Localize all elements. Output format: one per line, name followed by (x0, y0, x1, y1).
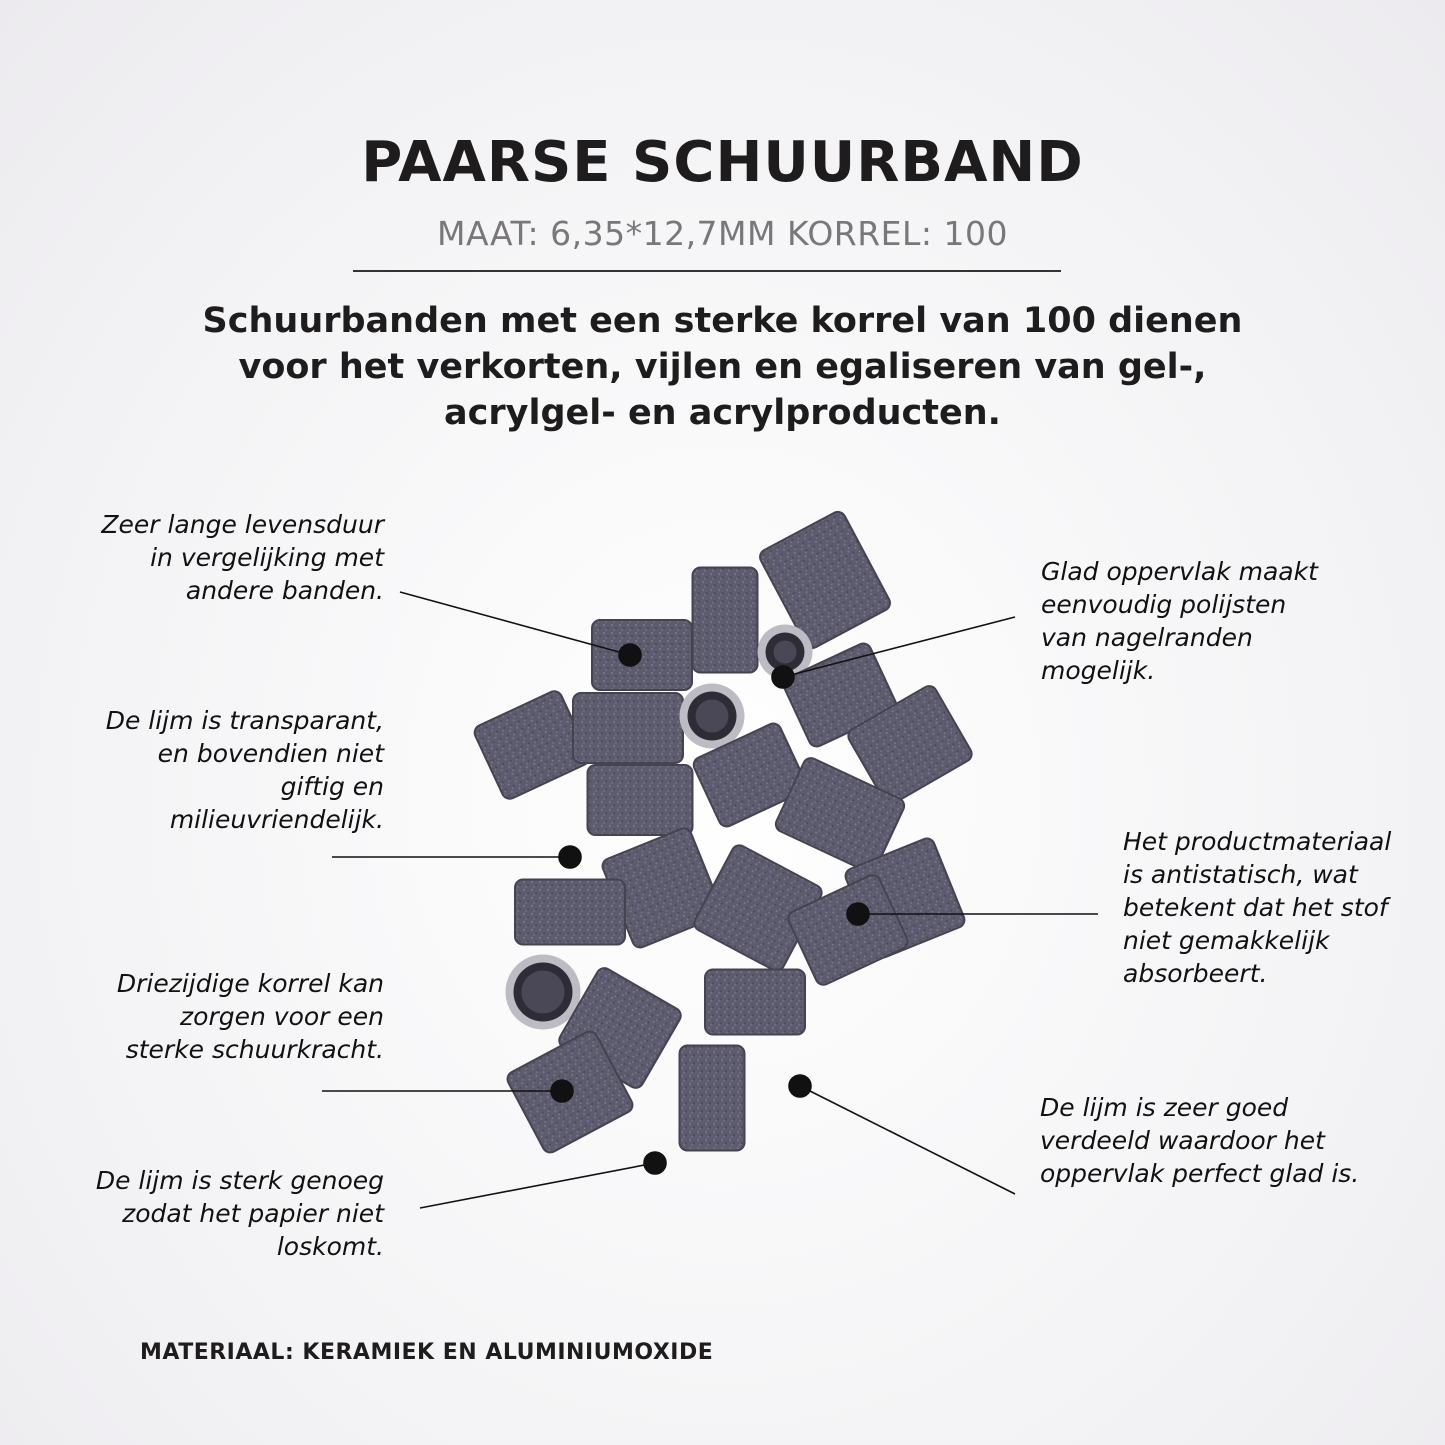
annotation-antistatic: Het productmateriaal is antistatisch, wat betekent dat het stof niet gemakkelijk absorbeert. (1123, 827, 1392, 988)
annotation-smooth-surface: Glad oppervlak maakt eenvoudig polijsten van nagelranden mogelijk. (1041, 557, 1318, 685)
leader-dot (772, 666, 794, 688)
leader-dot (551, 1080, 573, 1102)
sanding-band (705, 970, 805, 1035)
product-subtitle: MAAT: 6,35*12,7MM KORREL: 100 (436, 214, 1008, 253)
sanding-band (680, 1046, 745, 1151)
sanding-band (573, 693, 683, 763)
annotation-three-sided-grit: Driezijdige korrel kan zorgen voor een sterke schuurkracht. (116, 969, 384, 1064)
sanding-band (506, 955, 581, 1030)
leader-dot (847, 903, 869, 925)
annotation-glue-strong: De lijm is sterk genoeg zodat het papier niet loskomt. (95, 1166, 384, 1261)
leader-dot (789, 1075, 811, 1097)
sanding-band (515, 880, 625, 945)
sanding-band (693, 568, 758, 673)
annotation-glue-distributed: De lijm is zeer goed verdeeld waardoor het oppervlak perfect glad is. (1040, 1093, 1360, 1188)
product-description: Schuurbanden met een sterke korrel van 100 dienen voor het verkorten, vijlen en egaliseren van gel-, acrylgel- en acrylproducten. (202, 301, 1243, 433)
leader-dot (559, 846, 581, 868)
sanding-band (680, 684, 745, 749)
leader-line (800, 1086, 1015, 1194)
sanding-band (592, 620, 692, 690)
annotation-lifespan: Zeer lange levensduur in vergelijking met andere banden. (101, 510, 384, 605)
material-info: MATERIAAL: KERAMIEK EN ALUMINIUMOXIDE (140, 1340, 714, 1365)
sanding-band (588, 765, 693, 835)
leader-dot (644, 1152, 666, 1174)
leader-line (420, 1163, 655, 1208)
product-title: PAARSE SCHUURBAND (361, 130, 1084, 195)
leader-dot (619, 644, 641, 666)
annotation-glue-transparent: De lijm is transparant, en bovendien niet giftig en milieuvriendelijk. (105, 706, 384, 834)
